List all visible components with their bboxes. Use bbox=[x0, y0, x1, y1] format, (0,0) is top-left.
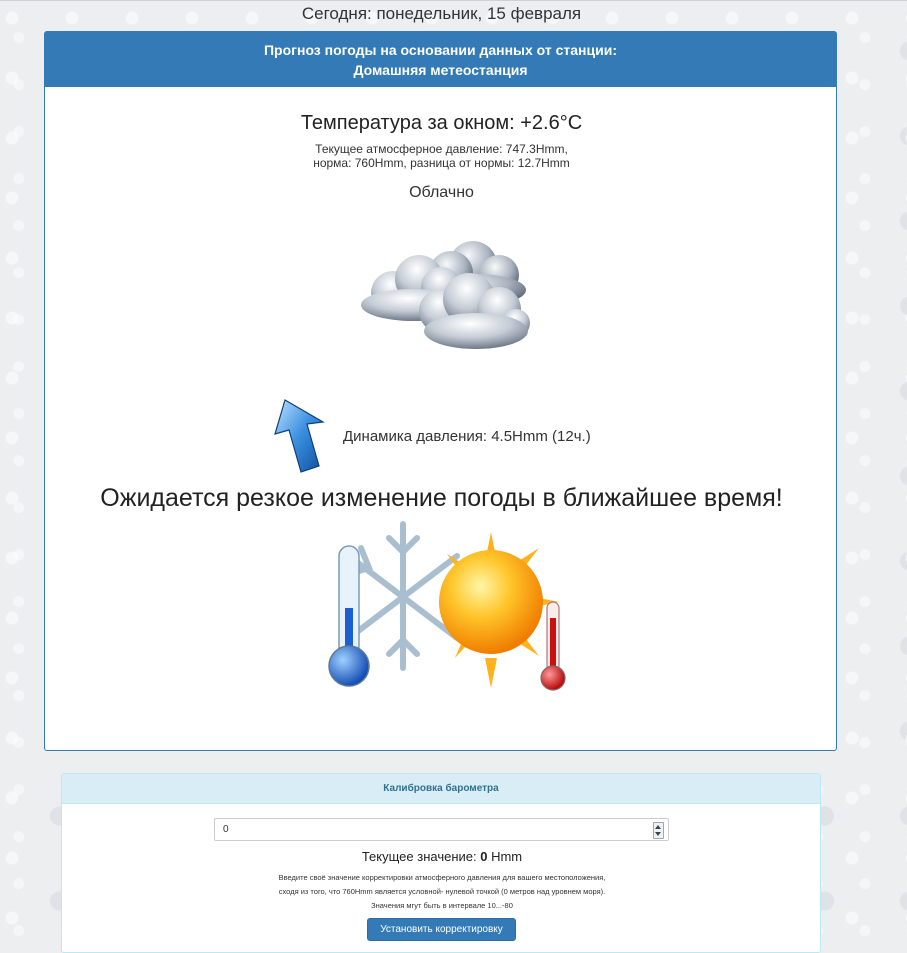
pressure-norm: норма: 760Hmm, разница от нормы: 12.7Hmm bbox=[313, 156, 570, 170]
calibration-help bbox=[62, 871, 822, 913]
pressure-info bbox=[45, 142, 838, 170]
current-value-number: 0 bbox=[480, 849, 488, 864]
current-value-unit: Hmm bbox=[487, 849, 523, 864]
pressure-current: Текущее атмосферное давление: 747.3Hmm, bbox=[315, 142, 568, 156]
calibration-input-value: 0 bbox=[223, 824, 229, 835]
calibration-header: Калибровка барометра bbox=[62, 774, 820, 804]
station-name: Домашняя метеостанция bbox=[353, 62, 528, 78]
condition-text: Облачно bbox=[409, 184, 474, 201]
cloudy-icon bbox=[351, 235, 537, 357]
spinner-up-icon[interactable] bbox=[655, 825, 661, 829]
current-value-label: Текущее значение: bbox=[361, 849, 481, 864]
weather-warning: Ожидается резкое изменение погоды в ближайшее время! bbox=[100, 484, 783, 512]
current-value-line bbox=[62, 849, 822, 864]
top-divider bbox=[0, 0, 907, 1]
set-correction-button[interactable]: Установить корректировку bbox=[367, 918, 516, 941]
help-line-2: сходя из того, что 760Hmm является условной- нулевой точкой (0 метров над уровнем моря). bbox=[278, 887, 606, 896]
date-line: Сегодня: понедельник, 15 февраля bbox=[301, 4, 582, 23]
pressure-dynamics: Динамика давления: 4.5Hmm (12ч.) bbox=[343, 428, 591, 445]
help-line-1: Введите своё значение корректировки атмосферного давления для вашего местоположения, bbox=[278, 873, 606, 882]
forecast-panel bbox=[44, 31, 837, 751]
calibration-number-input[interactable] bbox=[214, 818, 669, 841]
forecast-title: Прогноз погоды на основании данных от станции: bbox=[263, 42, 617, 58]
weather-change-icon bbox=[319, 518, 569, 702]
spinner-down-icon[interactable] bbox=[655, 832, 661, 836]
forecast-panel-header bbox=[45, 32, 836, 87]
calibration-panel bbox=[61, 773, 821, 953]
number-spinner[interactable] bbox=[653, 822, 664, 839]
temperature-text: Температура за окном: +2.6°C bbox=[300, 112, 583, 134]
arrow-up-icon bbox=[273, 398, 329, 474]
help-line-3: Значения мгут быть в интервале 10...-80 bbox=[371, 901, 513, 910]
